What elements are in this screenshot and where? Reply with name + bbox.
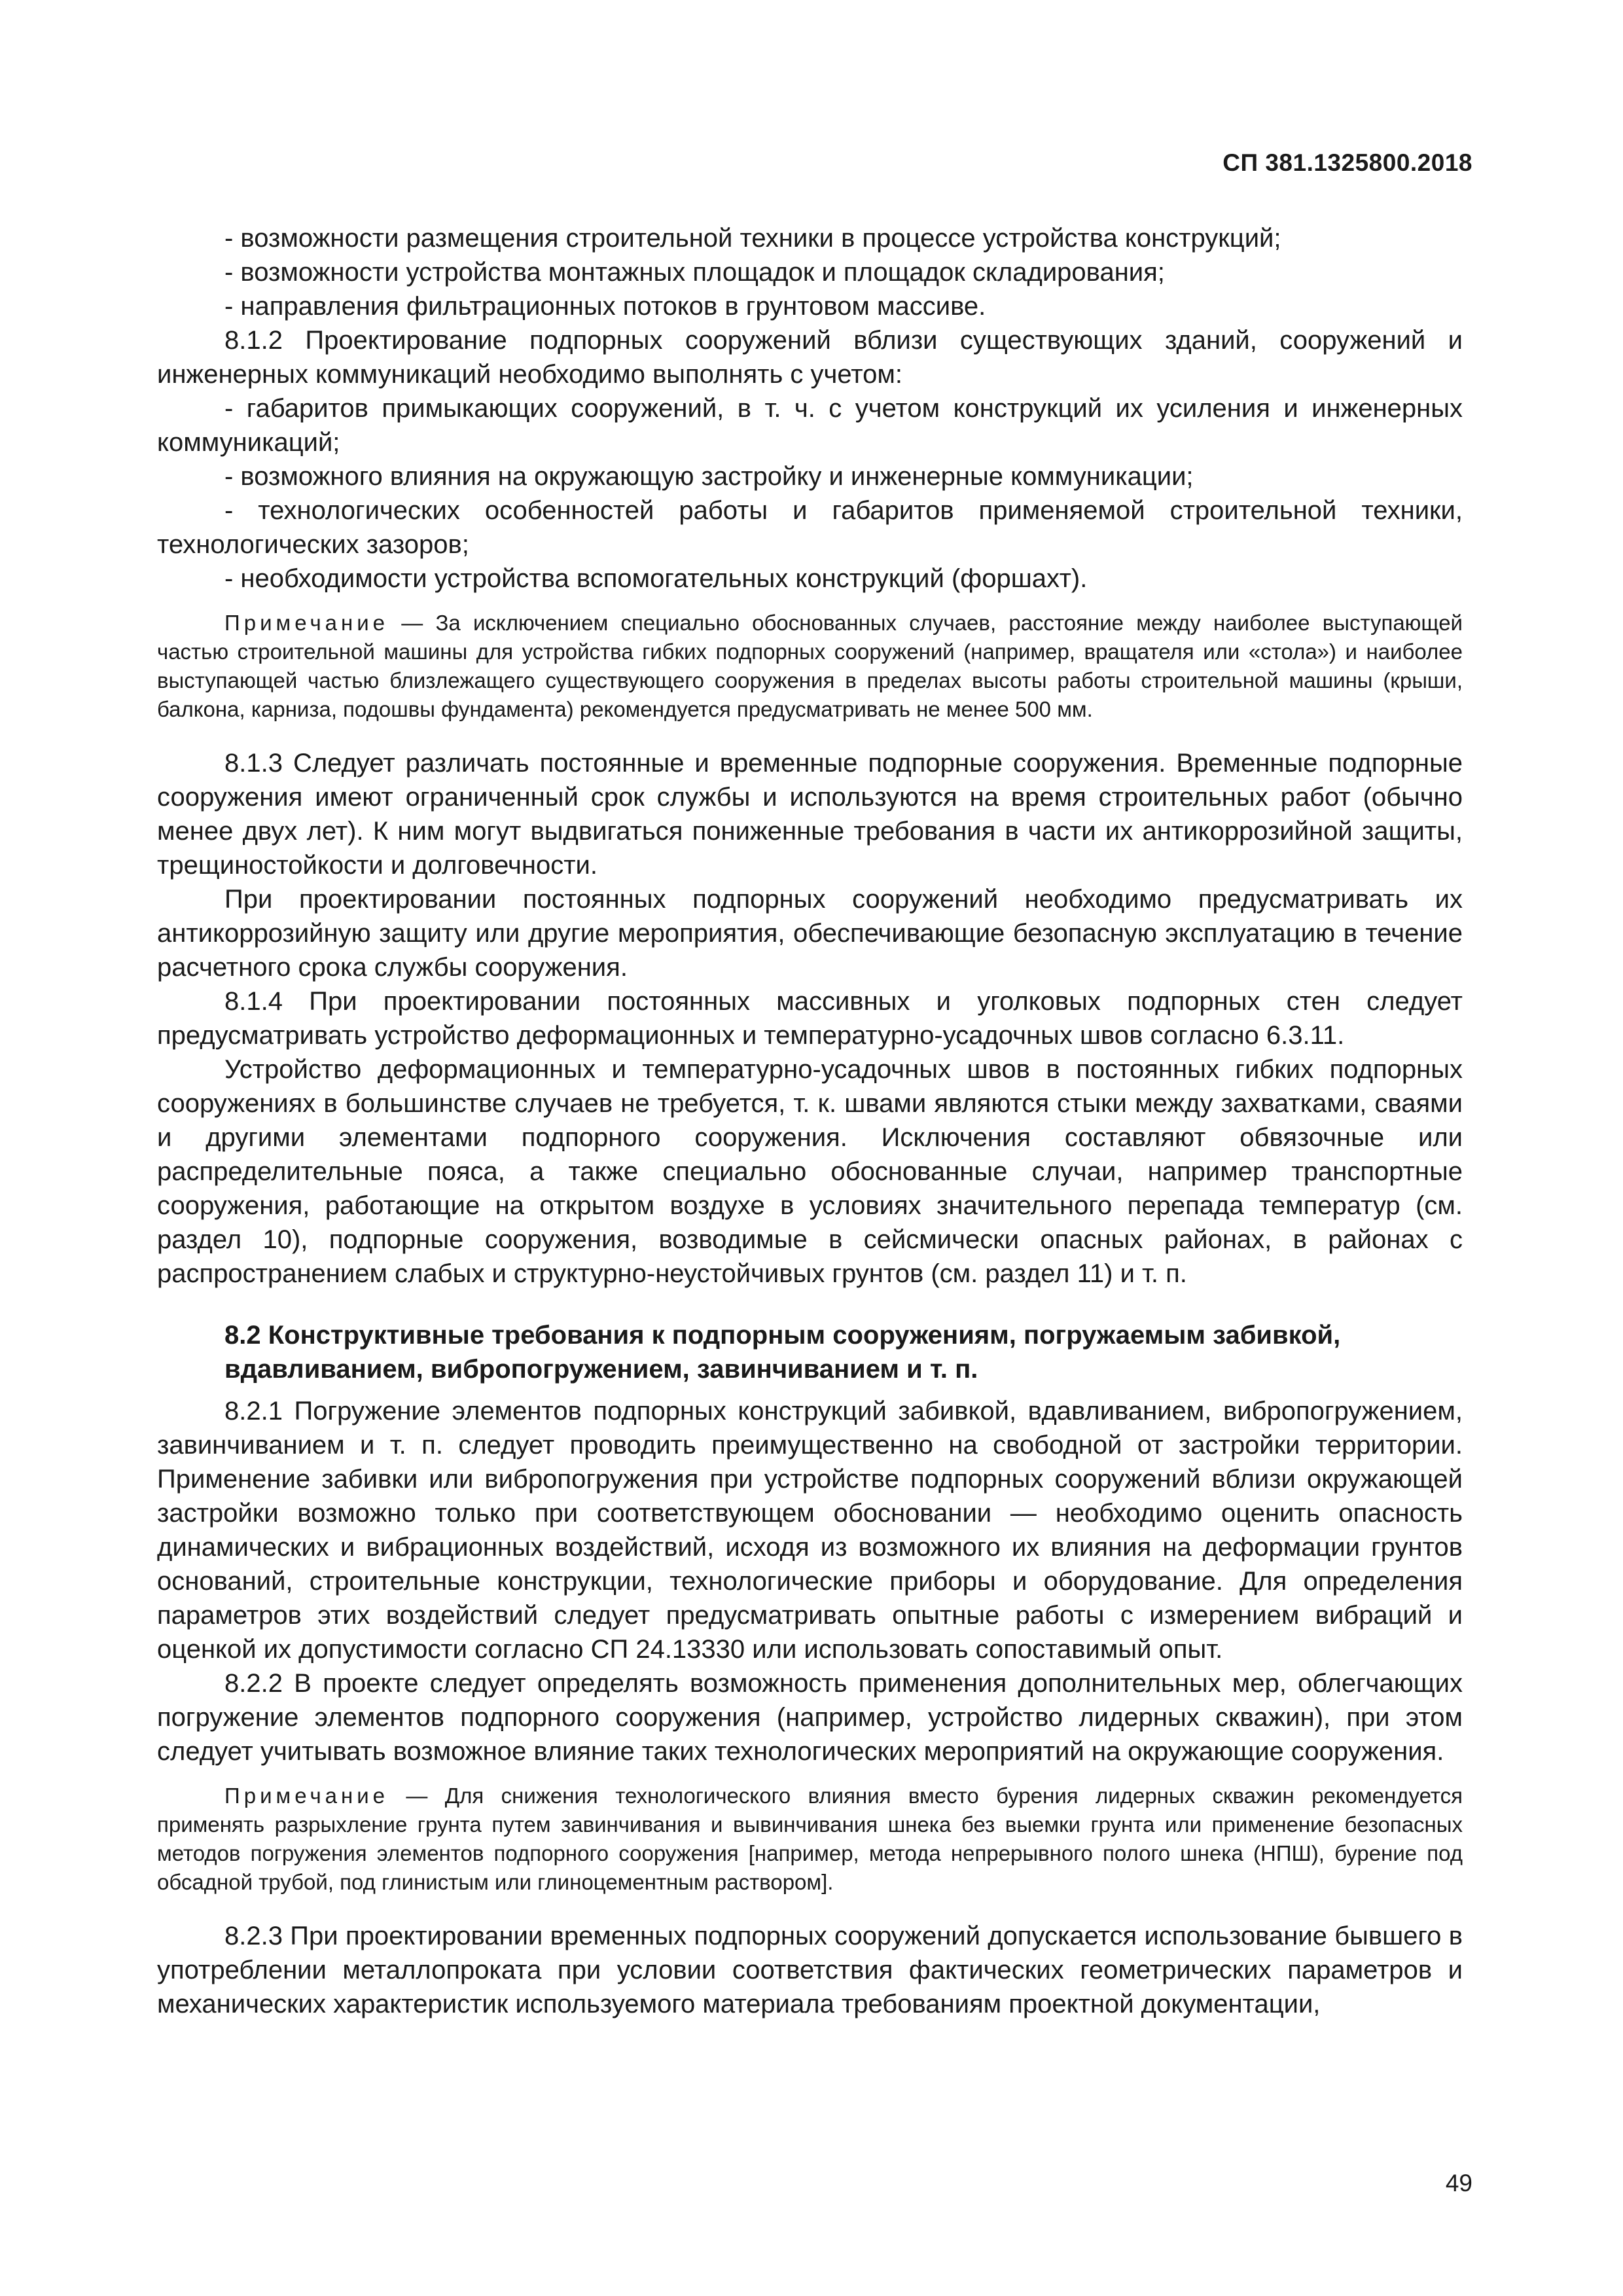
list-item: - технологических особенностей работы и габаритов применяемой строительной техники, технологических зазоров; bbox=[157, 496, 1463, 559]
list-item: - направления фильтрационных потоков в грунтовом массиве. bbox=[224, 292, 986, 321]
list-item: - габаритов примыкающих сооружений, в т. ч. с учетом конструкций их усиления и инженерных коммуникаций; bbox=[157, 394, 1463, 457]
note-label: Примечание bbox=[224, 611, 389, 635]
note-1 bbox=[157, 609, 1463, 724]
section-heading-8-2: 8.2 Конструктивные требования к подпорным сооружениям, погружаемым забивкой, вдавливанием, вибропогружением, завинчиванием и т. п. bbox=[224, 1321, 1341, 1384]
list-item: - возможности устройства монтажных площадок и площадок складирования; bbox=[224, 258, 1165, 287]
paragraph-8-1-4-cont: Устройство деформационных и температурно-усадочных швов в постоянных гибких подпорных сооружениях в большинстве случаев не требуется, т. к. швами являются стыки между захватками, сваями и другими элементами подпорного сооружения. Исключения составляют обвязочные или распределительные пояса, а также специально обоснованные случаи, например транспортные сооружения, работающие на открытом воздухе в условиях значительного перепада температур (см. раздел 10), подпорные сооружения, возводимые в сейсмически опасных районах, в районах с распространением слабых и структурно-неустойчивых грунтов (см. раздел 11) и т. п. bbox=[157, 1055, 1463, 1288]
note-text: — За исключением специально обоснованных случаев, расстояние между наиболее выступающей частью строительной машины для устройства гибких подпорных сооружений (например, вращателя или «стола») и наиболее выступающей частью близлежащего существующего сооружения в пределах высоты работы строительной машины (крыши, балкона, карниза, подошвы фундамента) рекомендуется предусматривать не менее 500 мм. bbox=[157, 611, 1463, 721]
paragraph-8-1-2: 8.1.2 Проектирование подпорных сооружений вблизи существующих зданий, сооружений и инженерных коммуникаций необходимо выполнять с учетом: bbox=[157, 326, 1463, 389]
note-label: Примечание bbox=[224, 1784, 389, 1808]
list-item: - возможного влияния на окружающую застройку и инженерные коммуникации; bbox=[224, 462, 1194, 491]
paragraph-8-1-3: 8.1.3 Следует различать постоянные и временные подпорные сооружения. Временные подпорные сооружения имеют ограниченный срок службы и используются на время строительных работ (обычно менее двух лет). К ним могут выдвигаться пониженные требования в части их антикоррозийной защиты, трещиностойкости и долговечности. bbox=[157, 749, 1463, 880]
note-text: — Для снижения технологического влияния вместо бурения лидерных скважин рекомендуется применять разрыхление грунта путем завинчивания и вывинчивания шнека без выемки грунта или применение безопасных методов погружения элементов подпорного сооружения [например, метода непрерывного полого шнека (НПШ), бурение под обсадной трубой, под глинистым или глиноцементным раствором]. bbox=[157, 1784, 1463, 1894]
note-2 bbox=[157, 1782, 1463, 1897]
paragraph-8-2-1: 8.2.1 Погружение элементов подпорных конструкций забивкой, вдавливанием, вибропогружением, завинчиванием и т. п. следует проводить преимущественно на свободной от застройки территории. Применение забивки или вибропогружения при устройстве подпорных сооружений вблизи окружающей застройки возможно только при соответствующем обосновании — необходимо оценить опасность динамических и вибрационных воздействий, исходя из возможного их влияния на деформации грунтов оснований, строительные конструкции, технологические приборы и оборудование. Для определения параметров этих воздействий следует предусматривать опытные работы с измерением вибраций и оценкой их допустимости согласно СП 24.13330 или использовать сопоставимый опыт. bbox=[157, 1397, 1463, 1664]
list-item: - необходимости устройства вспомогательных конструкций (форшахт). bbox=[224, 564, 1088, 593]
paragraph-8-2-2: 8.2.2 В проекте следует определять возможность применения дополнительных мер, облегчающих погружение элементов подпорного сооружения (например, устройство лидерных скважин), при этом следует учитывать возможное влияние таких технологических мероприятий на окружающие сооружения. bbox=[157, 1669, 1463, 1766]
paragraph-8-1-4: 8.1.4 При проектировании постоянных массивных и уголковых подпорных стен следует предусматривать устройство деформационных и температурно-усадочных швов согласно 6.3.11. bbox=[157, 987, 1463, 1050]
page-content bbox=[157, 221, 1463, 2021]
list-item: - возможности размещения строительной техники в процессе устройства конструкций; bbox=[224, 224, 1281, 253]
paragraph-8-2-3: 8.2.3 При проектировании временных подпорных сооружений допускается использование бывшего в употреблении металлопроката при условии соответствия фактических геометрических параметров и механических характеристик используемого материала требованиям проектной документации, bbox=[157, 1922, 1463, 2018]
page-number: 49 bbox=[1445, 2170, 1472, 2197]
document-code-header: СП 381.1325800.2018 bbox=[1222, 149, 1472, 176]
paragraph-8-1-3-cont: При проектировании постоянных подпорных сооружений необходимо предусматривать их антикоррозийную защиту или другие мероприятия, обеспечивающие безопасную эксплуатацию в течение расчетного срока службы сооружения. bbox=[157, 885, 1463, 982]
